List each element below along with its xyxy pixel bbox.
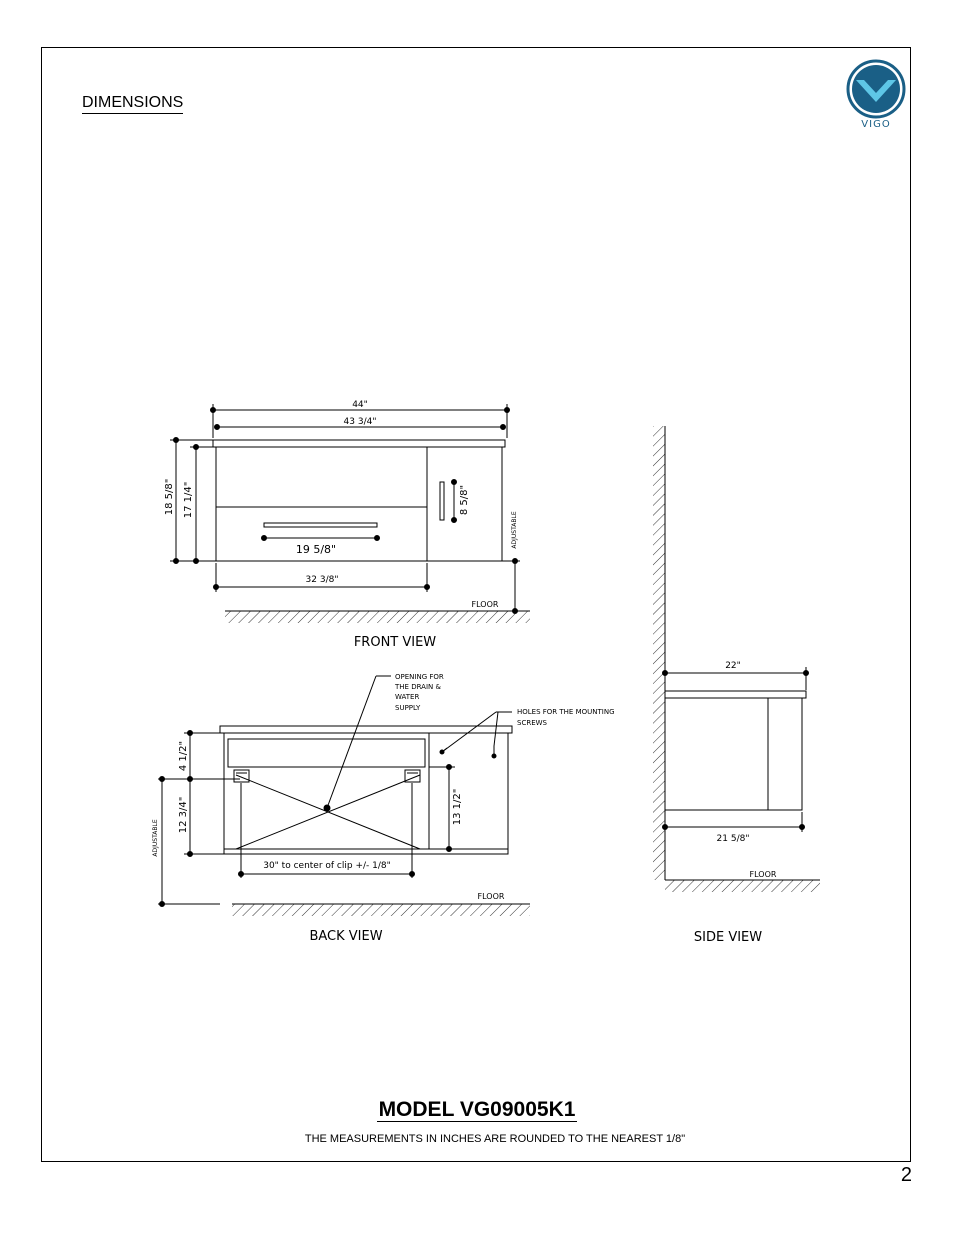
back-screws-note: HOLES FOR THE MOUNTING SCREWS <box>517 708 615 727</box>
back-adjustable: ADJUSTABLE <box>152 819 159 857</box>
front-adjustable: ADJUSTABLE <box>511 511 518 549</box>
page-number: 2 <box>900 1164 912 1186</box>
front-cabinet-height: 17 1/4" <box>183 481 194 519</box>
side-cabinet-depth: 21 5/8" <box>716 834 750 844</box>
side-floor: FLOOR <box>749 870 777 879</box>
front-door-handle: 8 5/8" <box>459 484 470 516</box>
model-title <box>0 1098 954 1122</box>
front-view-title: FRONT VIEW <box>353 635 437 650</box>
back-lower-dim: 12 3/4" <box>178 796 189 834</box>
back-view-title: BACK VIEW <box>309 929 383 944</box>
page-heading: DIMENSIONS <box>82 94 183 114</box>
back-view <box>158 676 530 916</box>
logo-text: VIGO <box>861 119 891 130</box>
side-view-title: SIDE VIEW <box>693 930 763 945</box>
back-drain-note: OPENING FOR THE DRAIN & WATER SUPPLY <box>395 673 444 712</box>
back-top-dim: 4 1/2" <box>178 740 189 772</box>
side-view <box>653 426 820 892</box>
side-view-labels <box>694 661 777 945</box>
logo-disc <box>852 65 900 113</box>
model-number: MODEL VG09005K1 <box>378 1098 576 1121</box>
front-overall-height: 18 5/8" <box>164 478 175 516</box>
front-floor: FLOOR <box>471 600 499 609</box>
back-view-labels <box>152 673 617 944</box>
back-clip-dim: 30" to center of clip +/- 1/8" <box>263 861 391 871</box>
back-floor: FLOOR <box>477 892 505 901</box>
vigo-logo <box>848 61 904 130</box>
front-handle-spacing: 19 5/8" <box>295 543 337 556</box>
front-cabinet-width: 43 3/4" <box>343 417 377 427</box>
front-view <box>170 404 530 623</box>
side-top-depth: 22" <box>725 661 741 671</box>
front-drawer-width: 32 3/8" <box>305 575 339 585</box>
back-inner-dim: 13 1/2" <box>452 788 463 826</box>
front-overall-width: 44" <box>352 400 368 410</box>
rounding-note: THE MEASUREMENTS IN INCHES ARE ROUNDED TO THE NEAREST 1/8" <box>304 1133 686 1145</box>
